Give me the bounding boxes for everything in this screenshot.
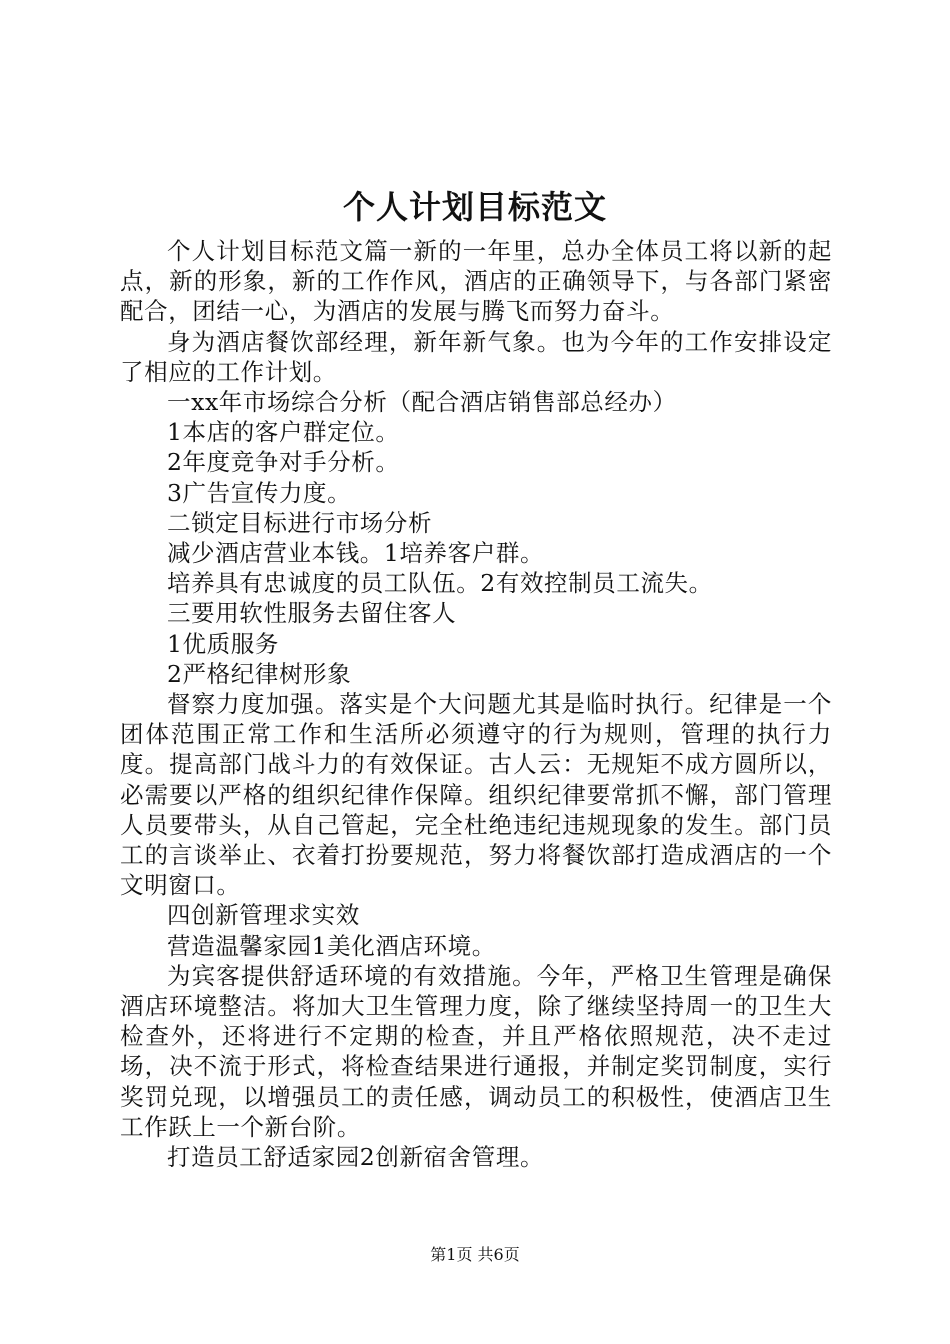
paragraph: 督察力度加强。落实是个大问题尤其是临时执行。纪律是一个团体范围正常工作和生活所必须遵守的行为规则，管理的执行力度。提高部门战斗力的有效保证。古人云：无规矩不成方圆所以，必需要以严格的组织纪律作保障。组织纪律要常抓不懈，部门管理人员要带头，从自己管起，完全杜绝违纪违规现象的发生。部门员工的言谈举止、衣着打扮要规范，努力将餐饮部打造成酒店的一个文明窗口。 [120,690,832,900]
page-number-footer: 第1页 共6页 [430,1245,520,1264]
document-title: 个人计划目标范文 [342,188,607,226]
paragraph: 为宾客提供舒适环境的有效措施。今年，严格卫生管理是确保酒店环境整洁。将加大卫生管理力度，除了继续坚持周一的卫生大检查外，还将进行不定期的检查，并且严格依照规范，决不走过场，决不流于形式，将检查结果进行通报，并制定奖罚制度，实行奖罚兑现，以增强员工的责任感，调动员工的积极性，使酒店卫生工作跃上一个新台阶。 [120,961,832,1141]
paragraph: 打造员工舒适家园2创新宿舍管理。 [167,1143,545,1172]
paragraph: 2严格纪律树形象 [167,659,352,688]
document-body [120,236,832,1172]
paragraph: 个人计划目标范文篇一新的一年里，总办全体员工将以新的起点，新的形象，新的工作作风，酒店的正确领导下，与各部门紧密配合，团结一心，为酒店的发展与腾飞而努力奋斗。 [120,237,832,326]
paragraph: 一xx年市场综合分析（配合酒店销售部总经办） [167,388,677,417]
paragraph: 四创新管理求实效 [167,901,360,930]
paragraph: 营造温馨家园1美化酒店环境。 [167,931,496,960]
paragraph: 培养具有忠诚度的员工队伍。2有效控制员工流失。 [167,569,713,598]
paragraph: 2年度竞争对手分析。 [167,448,400,477]
paragraph: 身为酒店餐饮部经理，新年新气象。也为今年的工作安排设定了相应的工作计划。 [120,327,832,386]
paragraph: 3广告宣传力度。 [167,478,352,507]
paragraph: 1本店的客户群定位。 [167,418,400,447]
paragraph: 1优质服务 [167,629,279,658]
paragraph: 二锁定目标进行市场分析 [167,508,433,537]
paragraph: 三要用软性服务去留住客人 [167,599,457,628]
paragraph: 减少酒店营业本钱。1培养客户群。 [167,539,545,568]
